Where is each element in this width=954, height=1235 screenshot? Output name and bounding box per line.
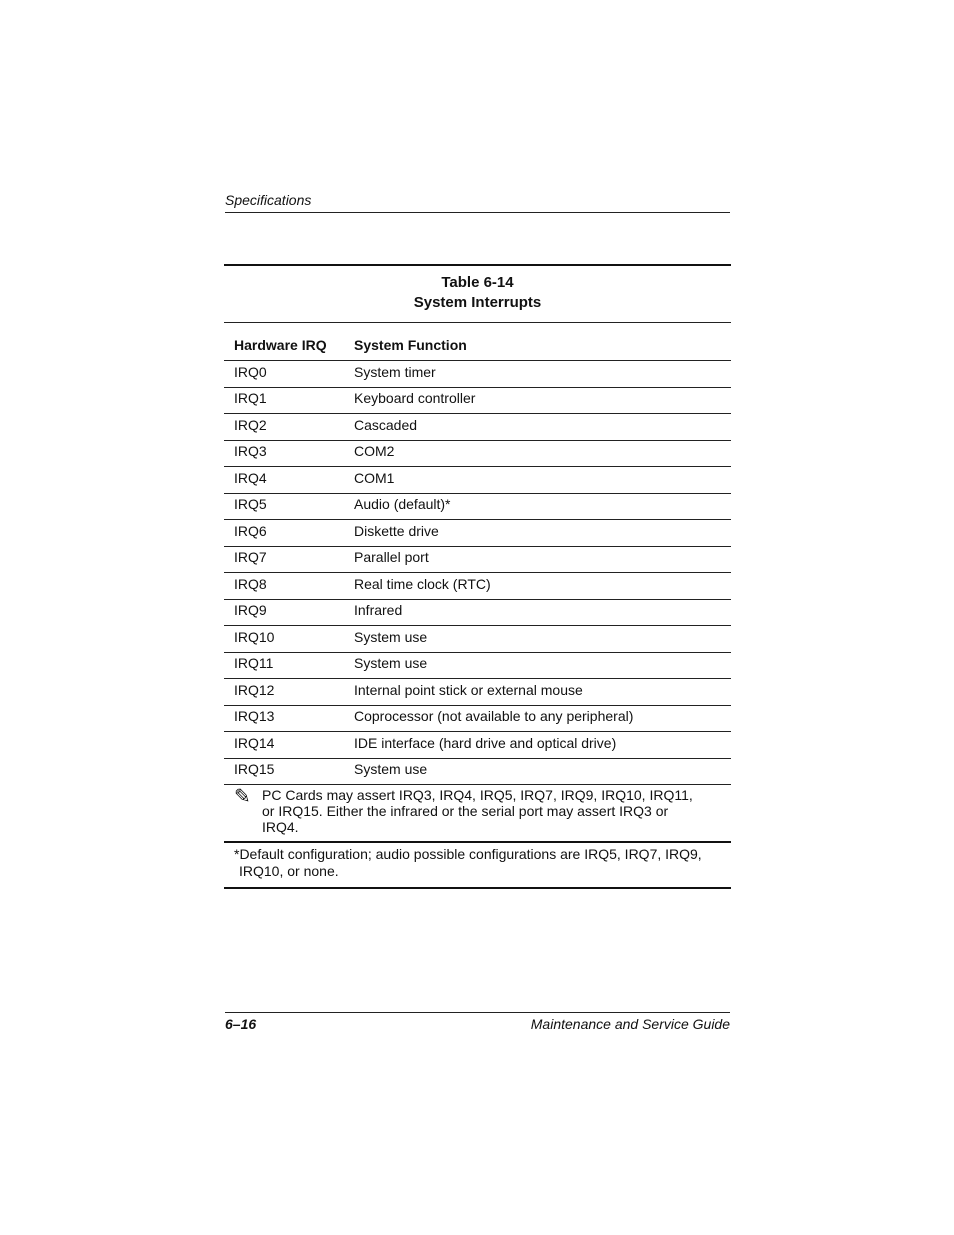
column-header-hardware-irq: Hardware IRQ <box>234 336 327 353</box>
column-header-system-function: System Function <box>354 336 467 353</box>
table-row <box>224 679 731 706</box>
cell-system-function: COM2 <box>354 443 395 460</box>
cell-hardware-irq: IRQ8 <box>234 575 267 592</box>
cell-hardware-irq: IRQ11 <box>234 655 274 672</box>
cell-hardware-irq: IRQ6 <box>234 522 267 539</box>
cell-hardware-irq: IRQ2 <box>234 416 267 433</box>
cell-hardware-irq: IRQ1 <box>234 390 267 407</box>
document-title: Maintenance and Service Guide <box>530 1016 730 1032</box>
cell-hardware-irq: IRQ13 <box>234 708 275 725</box>
table-row <box>224 388 731 415</box>
irq-table <box>224 264 731 889</box>
running-head: Specifications <box>225 192 730 213</box>
table-row <box>224 653 731 680</box>
page-number: 6–16 <box>225 1016 257 1032</box>
table-row <box>224 573 731 600</box>
cell-hardware-irq: IRQ4 <box>234 469 267 486</box>
table-row <box>224 600 731 627</box>
cell-system-function: System use <box>354 761 428 778</box>
cell-system-function: Parallel port <box>354 549 429 566</box>
cell-system-function: Real time clock (RTC) <box>354 575 491 592</box>
page-footer <box>225 1012 730 1032</box>
cell-system-function: IDE interface (hard drive and optical drive) <box>354 734 617 751</box>
table-row <box>224 361 731 388</box>
cell-hardware-irq: IRQ15 <box>234 761 275 778</box>
cell-hardware-irq: IRQ10 <box>234 628 275 645</box>
cell-system-function: System use <box>354 628 428 645</box>
cell-hardware-irq: IRQ7 <box>234 549 267 566</box>
table-footnote <box>224 843 731 889</box>
footnote-line-2: IRQ10, or none. <box>239 863 339 879</box>
table-row <box>224 706 731 733</box>
cell-system-function: System use <box>354 655 428 672</box>
table-note <box>224 785 731 843</box>
cell-hardware-irq: IRQ5 <box>234 496 267 513</box>
footnote-line-1: *Default configuration; audio possible configurations are IRQ5, IRQ7, IRQ9, <box>234 846 702 862</box>
table-body <box>224 361 731 785</box>
table-row <box>224 520 731 547</box>
cell-system-function: Coprocessor (not available to any peripheral) <box>354 708 634 725</box>
cell-system-function: System timer <box>354 363 436 380</box>
cell-system-function: Diskette drive <box>354 522 439 539</box>
table-row <box>224 626 731 653</box>
cell-hardware-irq: IRQ14 <box>234 734 275 751</box>
cell-hardware-irq: IRQ0 <box>234 363 267 380</box>
table-row <box>224 547 731 574</box>
table-row <box>224 759 731 786</box>
cell-hardware-irq: IRQ9 <box>234 602 267 619</box>
table-row <box>224 467 731 494</box>
pencil-icon: ✎ <box>234 786 251 808</box>
table-row <box>224 494 731 521</box>
cell-system-function: COM1 <box>354 469 395 486</box>
cell-system-function: Cascaded <box>354 416 418 433</box>
cell-system-function: Audio (default)* <box>354 496 451 513</box>
cell-system-function: Keyboard controller <box>354 390 476 407</box>
table-row <box>224 732 731 759</box>
table-header-row <box>224 323 731 361</box>
cell-hardware-irq: IRQ3 <box>234 443 267 460</box>
table-title: System Interrupts <box>413 294 542 311</box>
table-number: Table 6-14 <box>441 274 514 291</box>
note-text: PC Cards may assert IRQ3, IRQ4, IRQ5, IRQ7, IRQ9, IRQ10, IRQ11, or IRQ15. Either the infrared or the serial port may assert IRQ3 or IRQ4. <box>262 787 693 835</box>
cell-hardware-irq: IRQ12 <box>234 681 275 698</box>
cell-system-function: Internal point stick or external mouse <box>354 681 583 698</box>
table-caption <box>224 266 731 323</box>
table-row <box>224 414 731 441</box>
table-row <box>224 441 731 468</box>
cell-system-function: Infrared <box>354 602 403 619</box>
